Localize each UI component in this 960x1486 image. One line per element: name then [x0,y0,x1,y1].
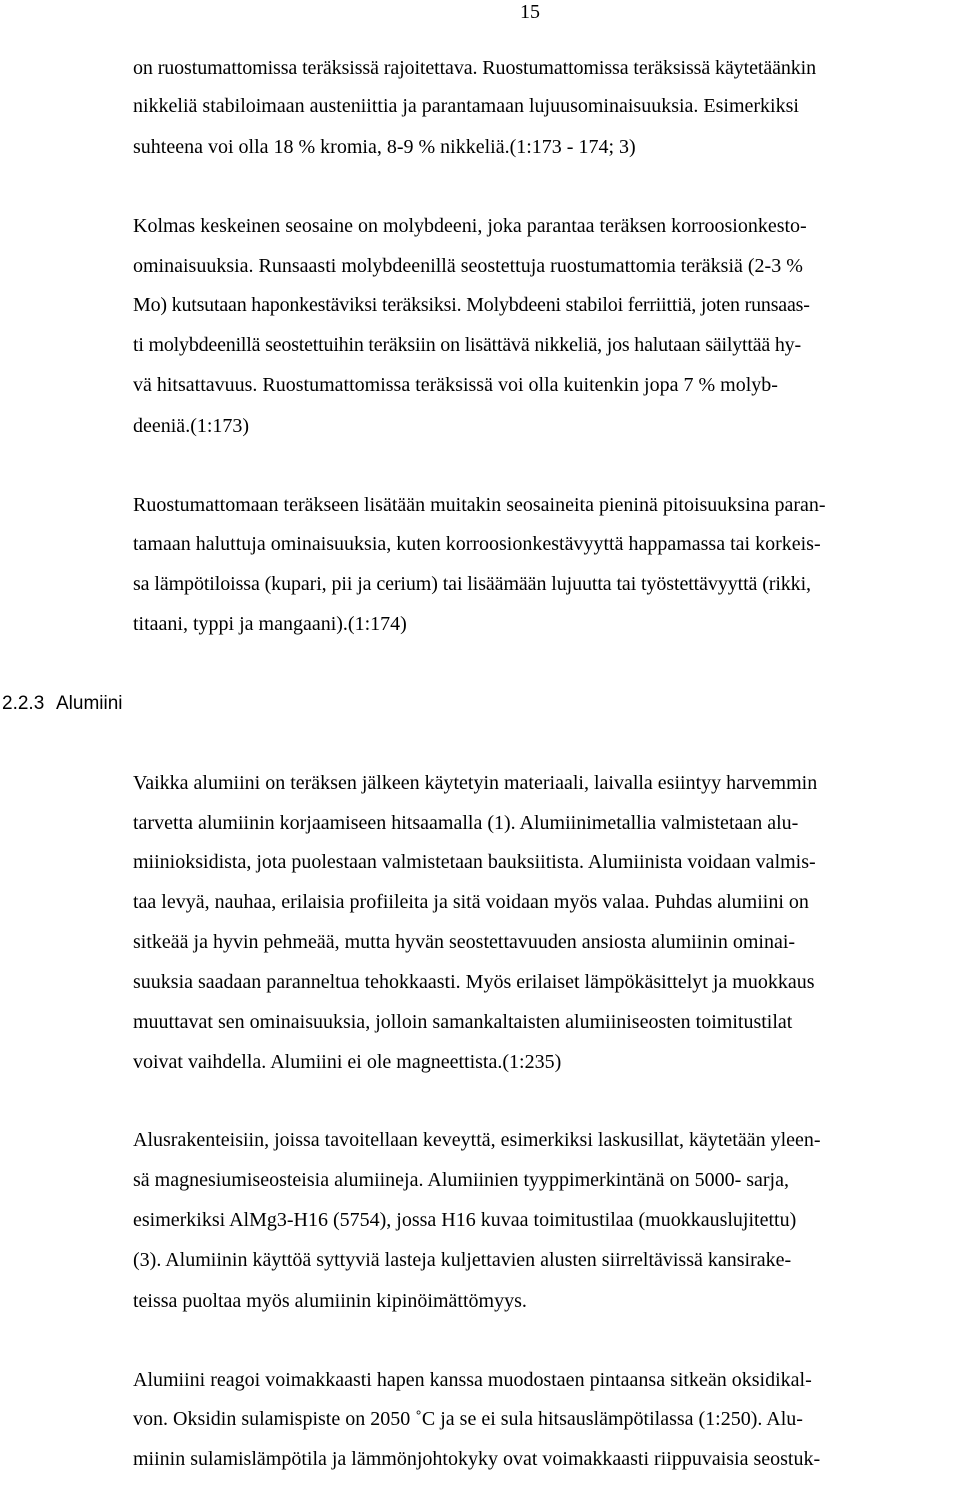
text-line: suuksia saadaan paranneltua tehokkaasti. Myös erilaiset lämpökäsittelyt ja muokkaus [133,971,815,993]
text-line: taa levyä, nauhaa, erilaisia profiileita ja sitä voidaan myös valaa. Puhdas alumiini on [133,891,809,913]
text-line: ominaisuuksia. Runsaasti molybdeenillä seostettuja ruostumattomia teräksiä (2-3 % [133,255,803,277]
text-line: Kolmas keskeinen seosaine on molybdeeni, joka parantaa teräksen korroosionkesto- [133,215,807,237]
text-line: Alusrakenteisiin, joissa tavoitellaan keveyttä, esimerkiksi laskusillat, käytetään yleen- [133,1129,821,1151]
text-line: (3). Alumiinin käyttöä syttyviä lasteja kuljettavien alusten siirreltävissä kansirake- [133,1249,792,1271]
text-line: miinioksidista, jota puolestaan valmistetaan bauksiitista. Alumiinista voidaan valmis- [133,851,816,873]
text-line: sitkeää ja hyvin pehmeää, mutta hyvän seostettavuuden ansiosta alumiinin ominai- [133,931,796,953]
text-line: miinin sulamislämpötila ja lämmönjohtokyky ovat voimakkaasti riippuvaisia seostuk- [133,1448,821,1470]
page-number: 15 [520,1,540,23]
text-line: sa lämpötiloissa (kupari, pii ja cerium) tai lisäämään lujuutta tai työstettävyyttä (rikki, [133,573,811,595]
text-line: on ruostumattomissa teräksissä rajoitettava. Ruostumattomissa teräksissä käytetäänkin [133,57,817,79]
text-line: tamaan haluttuja ominaisuuksia, kuten korroosionkestävyyttä happamassa tai korkeis- [133,533,821,555]
text-line: teissa puoltaa myös alumiinin kipinöimättömyys. [133,1290,527,1312]
text-line: Vaikka alumiini on teräksen jälkeen käytetyin materiaali, laivalla esiintyy harvemmin [133,772,818,794]
text-line: deeniä.(1:173) [133,415,250,437]
text-line: esimerkiksi AlMg3-H16 (5754), jossa H16 kuvaa toimitustilaa (muokkauslujitettu) [133,1209,797,1231]
text-line: titaani, typpi ja mangaani).(1:174) [133,613,407,635]
text-line: Alumiini reagoi voimakkaasti hapen kanssa muodostaen pintaansa sitkeän oksidikal- [133,1369,812,1391]
text-line: muuttavat sen ominaisuuksia, jolloin samankaltaisten alumiiniseosten toimitustilat [133,1011,793,1033]
text-line: vä hitsattavuus. Ruostumattomissa teräksissä voi olla kuitenkin jopa 7 % molyb- [133,374,778,396]
text-line: ti molybdeenillä seostettuihin teräksiin on lisättävä nikkeliä, jos halutaan säilyttää hy- [133,334,801,356]
text-line: voivat vaihdella. Alumiini ei ole magneettista.(1:235) [133,1051,562,1073]
text-line: sä magnesiumiseosteisia alumiineja. Alumiinien tyyppimerkintänä on 5000- sarja, [133,1169,789,1191]
text-line: suhteena voi olla 18 % kromia, 8-9 % nikkeliä.(1:173 - 174; 3) [133,136,636,158]
section-number: 2.2.3 [2,693,45,714]
text-line: Ruostumattomaan teräkseen lisätään muitakin seosaineita pieninä pitoisuuksina paran- [133,494,826,516]
text-line: von. Oksidin sulamispiste on 2050 ˚C ja se ei sula hitsauslämpötilassa (1:250). Alu- [133,1408,803,1430]
text-line: tarvetta alumiinin korjaamiseen hitsaamalla (1). Alumiinimetallia valmistetaan alu- [133,812,799,834]
text-line: Mo) kutsutaan haponkestäviksi teräksiksi. Molybdeeni stabiloi ferriittiä, joten runsaas- [133,294,810,316]
section-heading [2,692,123,716]
section-title: Alumiini [56,693,123,714]
text-line: nikkeliä stabiloimaan austeniittia ja parantamaan lujuusominaisuuksia. Esimerkiksi [133,95,799,117]
